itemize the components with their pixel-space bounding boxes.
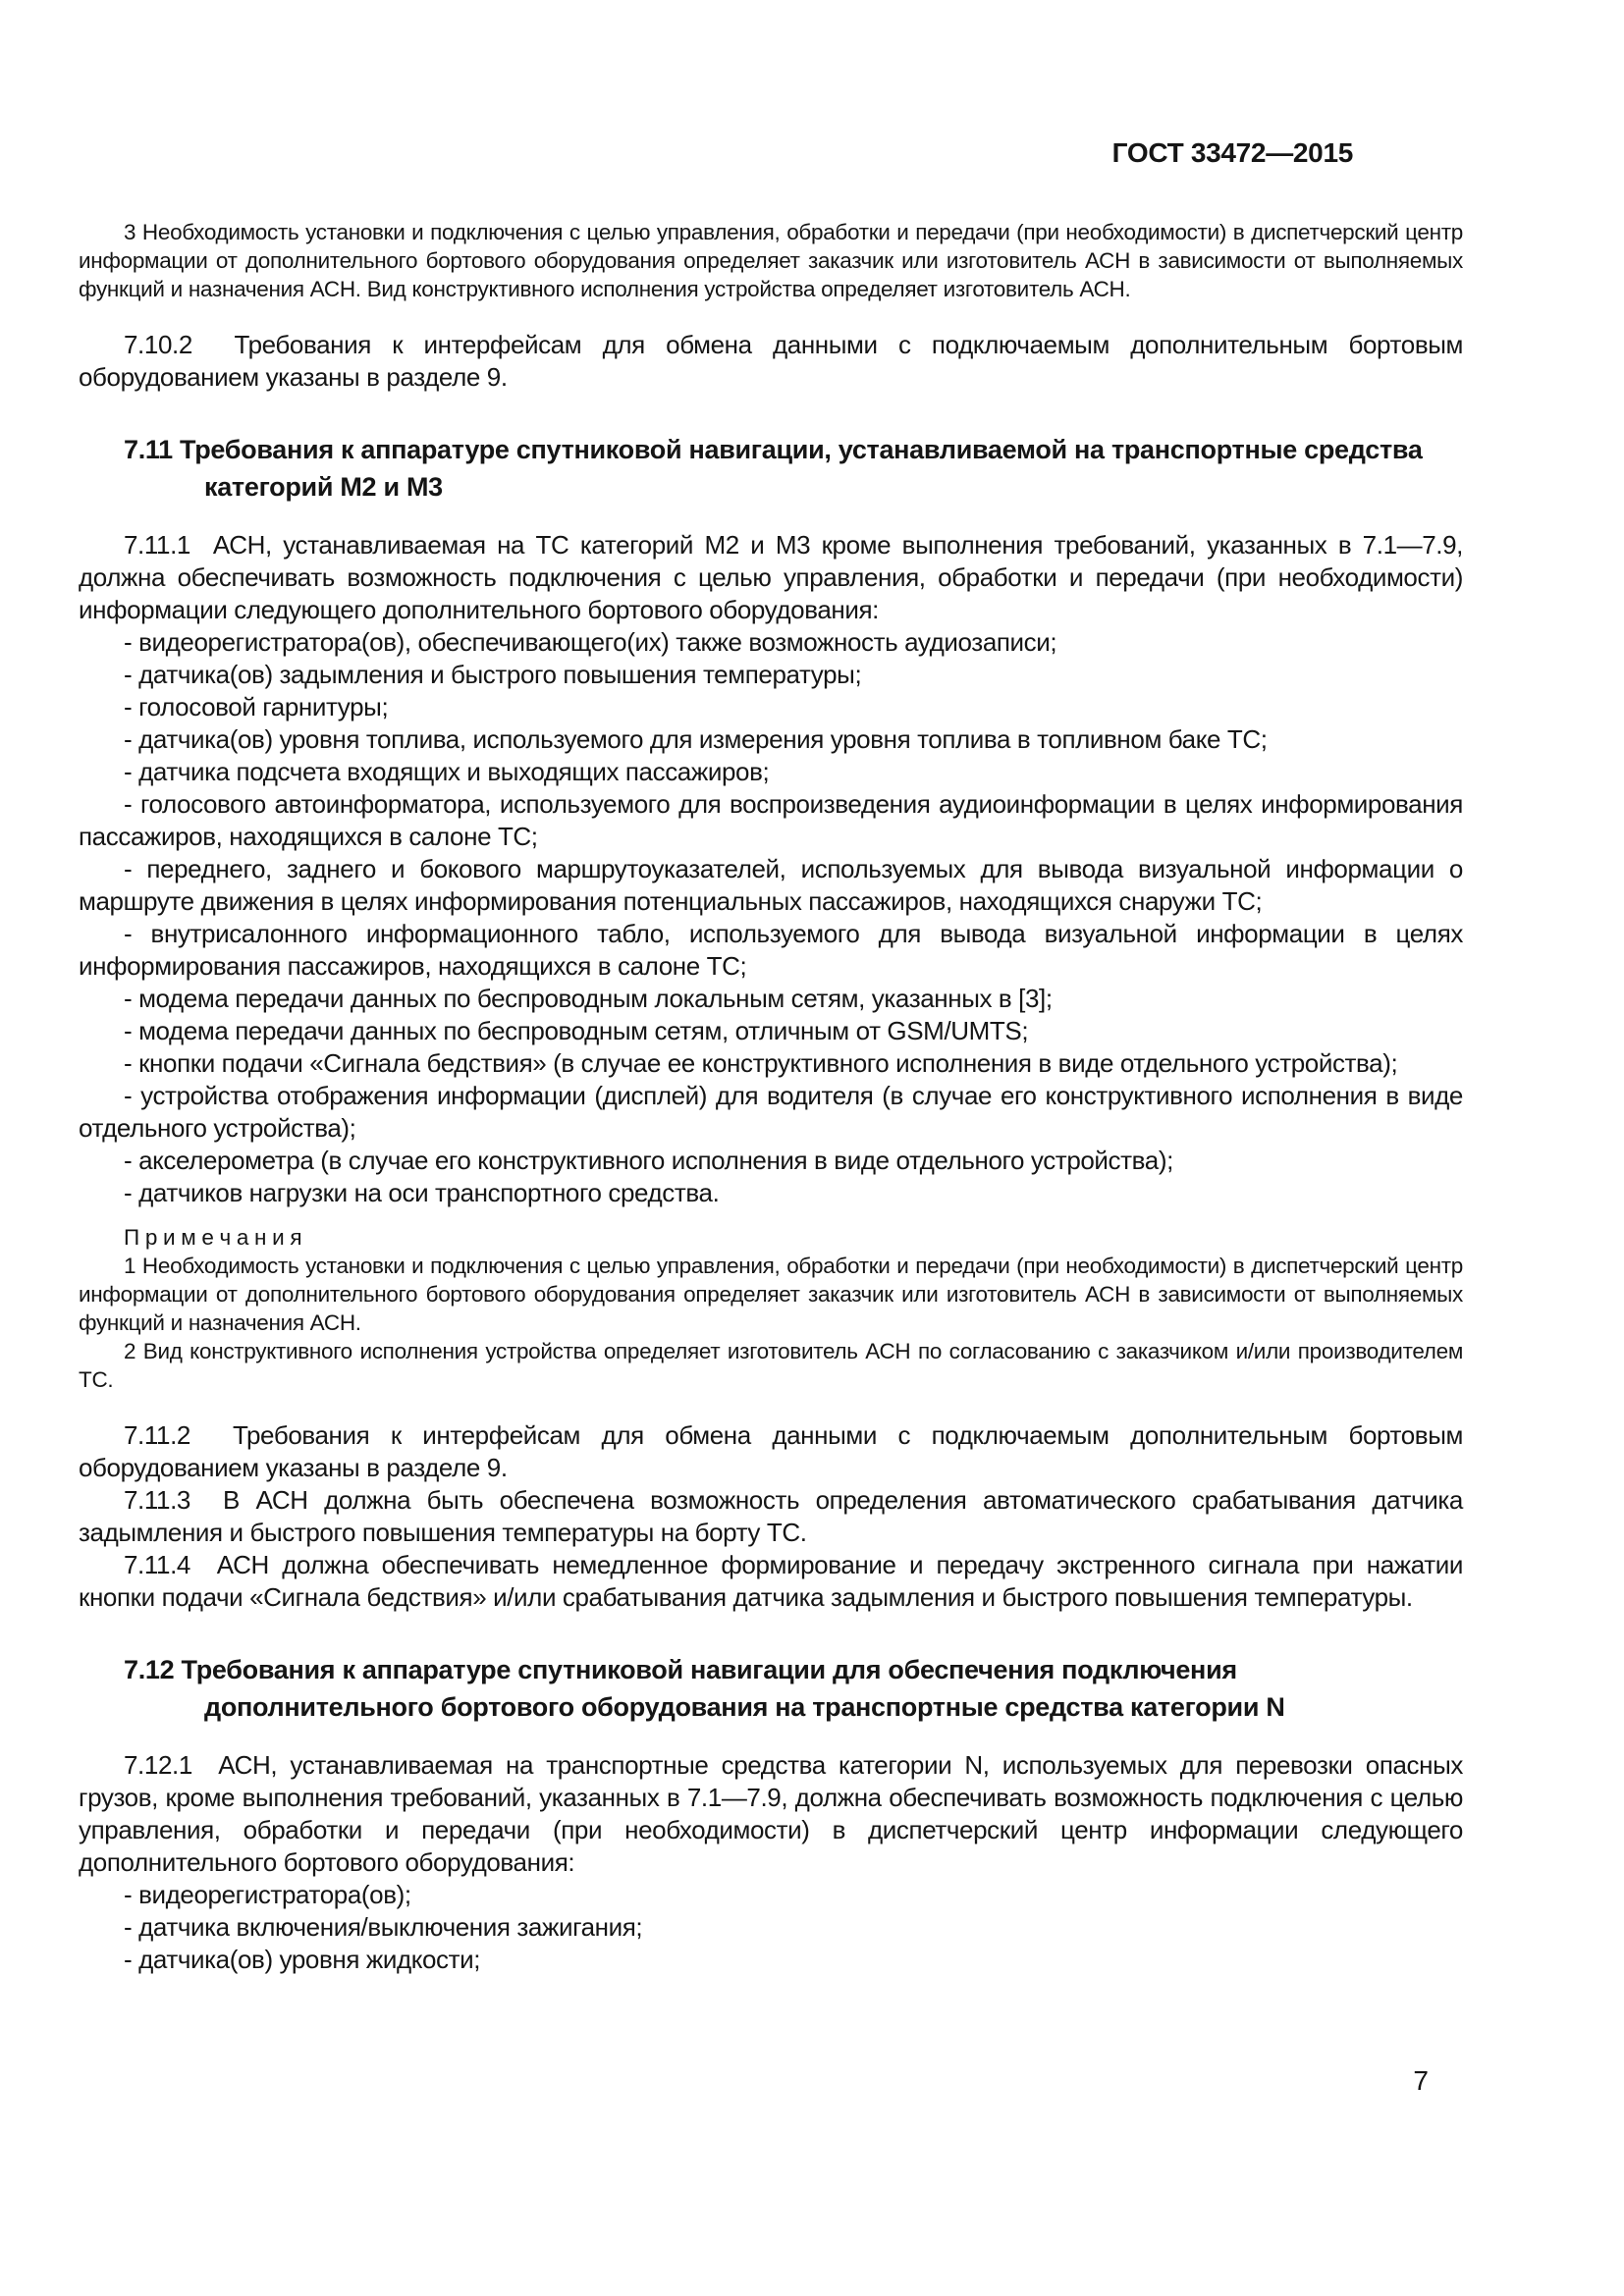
- notes-label: П р и м е ч а н и я: [124, 1225, 302, 1250]
- paragraph-7-12-1: 7.12.1 АСН, устанавливаемая на транспортные средства категории N, используемых для перевозки опасных грузов, кроме выполнения требований, указанных в 7.1—7.9, должна обеспечивать возможность подключения с целью управления, обработки и передачи (при необходимости) в диспетчерский центр информации следующего дополнительного бортового оборудования:: [79, 1750, 1463, 1877]
- paragraph-7-11-1: 7.11.1 АСН, устанавливаемая на ТС категорий М2 и М3 кроме выполнения требований, указанных в 7.1—7.9, должна обеспечивать возможность подключения с целью управления, обработки и передачи (при необходимости) информации следующего дополнительного бортового оборудования:: [79, 530, 1463, 624]
- paragraph-7-11-2: 7.11.2 Требования к интерфейсам для обмена данными с подключаемым дополнительным бортовым оборудованием указаны в разделе 9.: [79, 1420, 1463, 1482]
- equipment-list-7-11: [79, 626, 1463, 1209]
- document-code-header: ГОСТ 33472—2015: [1111, 137, 1353, 168]
- list-item: - переднего, заднего и бокового маршрутоуказателей, используемых для вывода визуальной информации о маршруте движения в целях информирования потенциальных пассажиров, находящихся снаружи ТС;: [79, 854, 1463, 916]
- note-paragraph-3: 3 Необходимость установки и подключения с целью управления, обработки и передачи (при необходимости) в диспетчерский центр информации от дополнительного бортового оборудования определяет заказчик или изготовитель АСН в зависимости от выполняемых функций и назначения АСН. Вид конструктивного исполнения устройства определяет изготовитель АСН.: [79, 220, 1463, 301]
- list-item: - видеорегистратора(ов), обеспечивающего(их) также возможность аудиозаписи;: [124, 627, 1057, 657]
- section-heading-7-11: 7.11 Требования к аппаратуре спутниковой навигации, устанавливаемой на транспортные средства категорий М2 и М3: [124, 435, 1423, 502]
- list-item: - датчиков нагрузки на оси транспортного средства.: [124, 1178, 720, 1207]
- list-item: - модема передачи данных по беспроводным сетям, отличным от GSM/UMTS;: [124, 1016, 1029, 1045]
- list-item: - голосового автоинформатора, используемого для воспроизведения аудиоинформации в целях информирования пассажиров, находящихся в салоне ТС;: [79, 789, 1463, 851]
- note-paragraph-2: 2 Вид конструктивного исполнения устройства определяет изготовитель АСН по согласованию с заказчиком и/или производителем ТС.: [79, 1339, 1463, 1392]
- list-item: - видеорегистратора(ов);: [124, 1880, 411, 1909]
- paragraph-7-11-4: 7.11.4 АСН должна обеспечивать немедленное формирование и передачу экстренного сигнала при нажатии кнопки подачи «Сигнала бедствия» и/или срабатывания датчика задымления и быстрого повышения температуры.: [79, 1550, 1463, 1612]
- list-item: - датчика(ов) задымления и быстрого повышения температуры;: [124, 660, 862, 689]
- equipment-list-7-12: [79, 1879, 1463, 1976]
- list-item: - модема передачи данных по беспроводным локальным сетям, указанных в [3];: [124, 984, 1053, 1013]
- list-item: - кнопки подачи «Сигнала бедствия» (в случае ее конструктивного исполнения в виде отдельного устройства);: [124, 1048, 1398, 1078]
- section-heading-7-12: 7.12 Требования к аппаратуре спутниковой навигации для обеспечения подключения дополнительного бортового оборудования на транспортные средства категории N: [124, 1655, 1285, 1722]
- note-paragraph-1: 1 Необходимость установки и подключения с целью управления, обработки и передачи (при необходимости) в диспетчерский центр информации от дополнительного бортового оборудования определяет заказчик или изготовитель АСН в зависимости от выполняемых функций и назначения АСН.: [79, 1254, 1463, 1335]
- list-item: - датчика(ов) уровня топлива, используемого для измерения уровня топлива в топливном баке ТС;: [124, 724, 1268, 754]
- paragraph-7-11-3: 7.11.3 В АСН должна быть обеспечена возможность определения автоматического срабатывания датчика задымления и быстрого повышения температуры на борту ТС.: [79, 1485, 1463, 1547]
- list-item: - датчика включения/выключения зажигания;: [124, 1912, 643, 1942]
- list-item: - голосовой гарнитуры;: [124, 692, 389, 721]
- list-item: - датчика подсчета входящих и выходящих пассажиров;: [124, 757, 770, 786]
- document-content: [79, 218, 1463, 1976]
- paragraph-7-10-2: 7.10.2 Требования к интерфейсам для обмена данными с подключаемым дополнительным бортовым оборудованием указаны в разделе 9.: [79, 330, 1463, 392]
- list-item: - устройства отображения информации (дисплей) для водителя (в случае его конструктивного исполнения в виде отдельного устройства);: [79, 1081, 1463, 1143]
- page-number: 7: [1413, 2065, 1429, 2096]
- list-item: - датчика(ов) уровня жидкости;: [124, 1945, 481, 1974]
- list-item: - внутрисалонного информационного табло, используемого для вывода визуальной информации в целях информирования пассажиров, находящихся в салоне ТС;: [79, 919, 1463, 981]
- list-item: - акселерометра (в случае его конструктивного исполнения в виде отдельного устройства);: [124, 1146, 1173, 1175]
